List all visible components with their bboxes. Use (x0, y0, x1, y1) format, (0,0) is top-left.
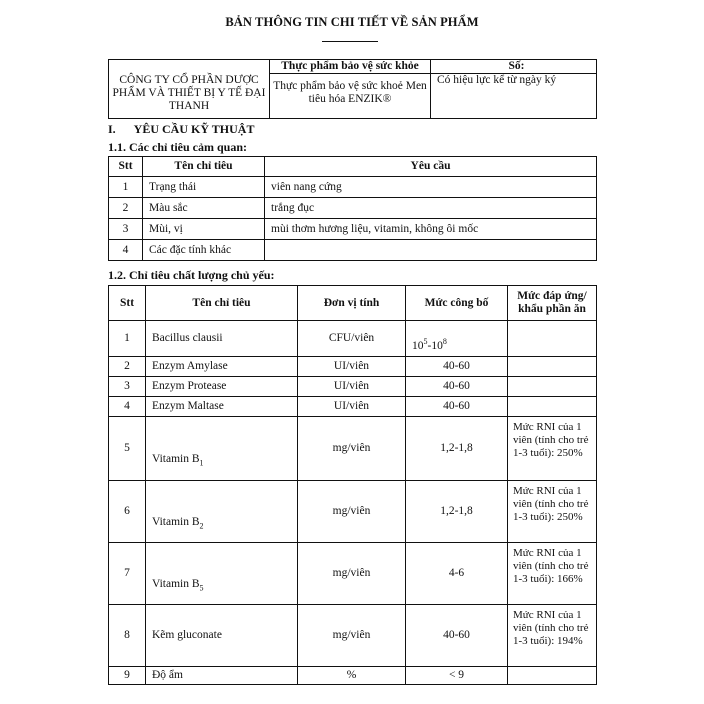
row-stt: 1 (109, 177, 143, 198)
row-stt: 4 (109, 240, 143, 261)
row-rni (508, 377, 597, 397)
row-unit: mg/viên (298, 605, 406, 667)
section-1-heading (108, 122, 254, 137)
row-stt: 1 (109, 321, 146, 357)
section-1-1-heading: 1.1. Các chỉ tiêu cảm quan: (108, 140, 247, 154)
table-row (109, 240, 597, 261)
company-name: CÔNG TY CỔ PHẦN DƯỢC PHẨM VÀ THIẾT BỊ Y TẾ ĐẠI THANH (109, 60, 270, 119)
row-name: Màu sắc (143, 198, 265, 219)
row-unit: UI/viên (298, 377, 406, 397)
col-header-requirement: Yêu cầu (265, 157, 597, 177)
row-requirement: trắng đục (265, 198, 597, 219)
row-stt: 3 (109, 219, 143, 240)
row-stt: 3 (109, 377, 146, 397)
row-rni: Mức RNI của 1 viên (tính cho trẻ 1-3 tuổi): 250% (508, 481, 597, 543)
col-header-stt: Stt (109, 286, 146, 321)
section-1-number: I. (108, 122, 116, 136)
title-underline (322, 41, 378, 42)
row-unit: % (298, 667, 406, 685)
row-rni (508, 357, 597, 377)
table-row (109, 177, 597, 198)
row-name: Vitamin $B_5$ (146, 543, 298, 605)
row-name: Bacillus clausii (146, 321, 298, 357)
row-name: Kẽm gluconate (146, 605, 298, 667)
row-unit: CFU/viên (298, 321, 406, 357)
col-header-stt: Stt (109, 157, 143, 177)
row-name: Vitamin $B_1$ (146, 417, 298, 481)
row-level: 1,2-1,8 (406, 417, 508, 481)
table-row (109, 605, 597, 667)
table-row (109, 397, 597, 417)
row-stt: 9 (109, 667, 146, 685)
table-row (109, 377, 597, 397)
row-unit: mg/viên (298, 543, 406, 605)
row-rni: Mức RNI của 1 viên (tính cho trẻ 1-3 tuổi): 166% (508, 543, 597, 605)
row-name: Enzym Protease (146, 377, 298, 397)
col-header-name: Tên chỉ tiêu (146, 286, 298, 321)
row-stt: 6 (109, 481, 146, 543)
row-name: Mùi, vị (143, 219, 265, 240)
product-type-head: Thực phẩm bảo vệ sức khỏe (270, 60, 431, 74)
row-name: Enzym Amylase (146, 357, 298, 377)
row-rni (508, 397, 597, 417)
document-title: BẢN THÔNG TIN CHI TIẾT VỀ SẢN PHẨM (225, 15, 479, 29)
product-name: Thực phẩm bảo vệ sức khoẻ Men tiêu hóa ENZIK® (270, 74, 431, 119)
row-name: Độ ẩm (146, 667, 298, 685)
table-row (109, 543, 597, 605)
row-name: Vitamin $B_2$ (146, 481, 298, 543)
row-stt: 2 (109, 357, 146, 377)
row-requirement: viên nang cứng (265, 177, 597, 198)
table-row (109, 667, 597, 685)
table-row (109, 481, 597, 543)
row-rni (508, 321, 597, 357)
row-rni: Mức RNI của 1 viên (tính cho trẻ 1-3 tuổi): 250% (508, 417, 597, 481)
table-row (109, 357, 597, 377)
section-1-2-heading: 1.2. Chỉ tiêu chất lượng chủ yếu: (108, 268, 275, 282)
row-name: Các đặc tính khác (143, 240, 265, 261)
row-requirement (265, 240, 597, 261)
row-unit: mg/viên (298, 481, 406, 543)
col-header-unit: Đơn vị tính (298, 286, 406, 321)
row-stt: 5 (109, 417, 146, 481)
sensory-table (108, 156, 597, 261)
row-stt: 8 (109, 605, 146, 667)
row-level: 4-6 (406, 543, 508, 605)
row-level: 40-60 (406, 377, 508, 397)
section-1-label: YÊU CẦU KỸ THUẬT (133, 122, 255, 136)
col-header-name: Tên chỉ tiêu (143, 157, 265, 177)
col-header-rni: Mức đáp ứng/ khẩu phần ăn (508, 286, 597, 321)
row-level: $10^5-10^8$ (406, 321, 508, 357)
header-table (108, 59, 597, 119)
row-level: < 9 (406, 667, 508, 685)
table-row (109, 219, 597, 240)
doc-number-head: Số: (431, 60, 597, 74)
row-unit: UI/viên (298, 357, 406, 377)
row-level: 40-60 (406, 397, 508, 417)
validity-note: Có hiệu lực kể từ ngày ký (431, 74, 597, 119)
table-row (109, 417, 597, 481)
row-unit: UI/viên (298, 397, 406, 417)
table-row (109, 321, 597, 357)
row-stt: 7 (109, 543, 146, 605)
row-unit: mg/viên (298, 417, 406, 481)
table-row (109, 198, 597, 219)
row-level: 1,2-1,8 (406, 481, 508, 543)
row-rni (508, 667, 597, 685)
col-header-level: Mức công bố (406, 286, 508, 321)
row-level: 40-60 (406, 357, 508, 377)
row-rni: Mức RNI của 1 viên (tính cho trẻ 1-3 tuổi): 194% (508, 605, 597, 667)
row-level: 40-60 (406, 605, 508, 667)
quality-table (108, 285, 597, 685)
row-stt: 4 (109, 397, 146, 417)
row-stt: 2 (109, 198, 143, 219)
row-name: Enzym Maltase (146, 397, 298, 417)
row-name: Trạng thái (143, 177, 265, 198)
row-requirement: mùi thơm hương liệu, vitamin, không ôi mốc (265, 219, 597, 240)
